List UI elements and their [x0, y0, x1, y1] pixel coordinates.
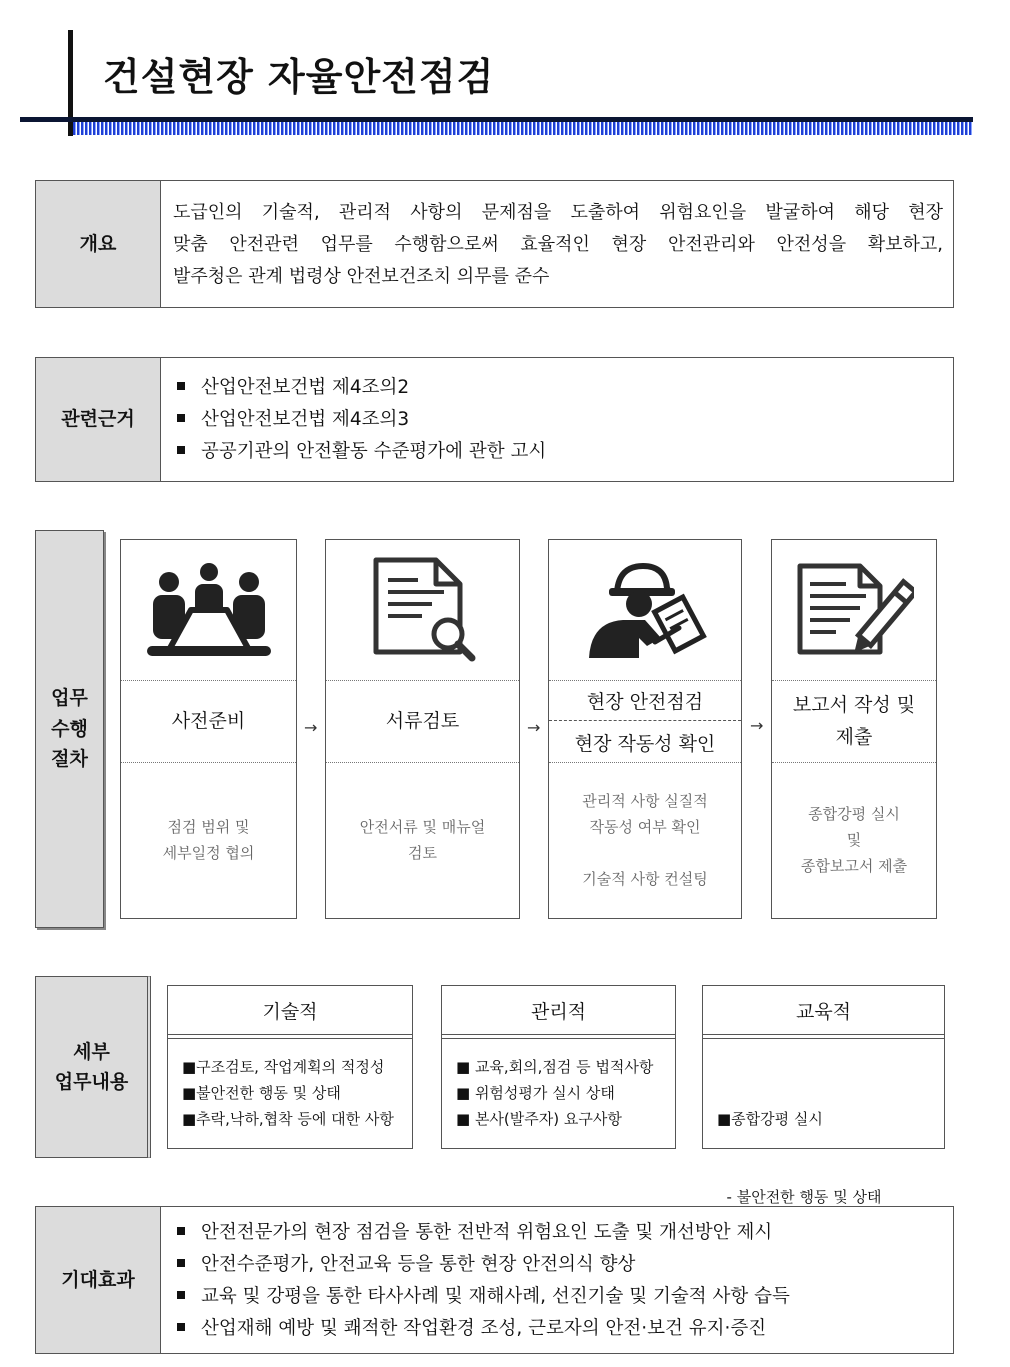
- details-item: ■종합강평 실시: [717, 1110, 823, 1128]
- step-description: 종합강평 실시 및 종합보고서 제출: [800, 805, 908, 875]
- step-name: 보고서 작성 및 제출: [792, 694, 916, 748]
- procedure-step-document-review: [325, 539, 520, 919]
- details-item: ■추락,낙하,협착 등에 대한 사항: [182, 1110, 394, 1128]
- details-column-technical: [167, 985, 413, 1149]
- overview-line: 도급인의 기술적, 관리적 사항의 문제점을 도출하여 위험요인을 발굴하여 해당 현장: [173, 202, 943, 223]
- effects-item: 교육 및 강평을 통한 타사사례 및 재해사례, 선진기술 및 기술적 사항 습득: [177, 1281, 790, 1313]
- procedure-step-report: [771, 539, 937, 919]
- step-inner-divider: [549, 720, 741, 721]
- details-column-managerial: [441, 985, 676, 1149]
- details-column-educational: [702, 985, 945, 1206]
- procedure-step-site-inspection: [548, 539, 742, 919]
- step-name: 사전준비: [171, 710, 246, 732]
- details-item: ■ 본사(발주자) 요구사항: [456, 1110, 622, 1128]
- page-title: 건설현장 자율안전점검: [103, 55, 495, 99]
- details-item: ■ 위험성평가 실시 상태: [456, 1084, 615, 1102]
- step-name-top: 현장 안전점검: [586, 690, 704, 713]
- procedure-step-preparation: [120, 539, 297, 919]
- overview-label: 개요: [35, 180, 161, 308]
- procedure-label: [35, 530, 104, 928]
- title-gradient-strip: [73, 122, 973, 135]
- bullet-square-icon: [177, 446, 185, 454]
- basis-box: [160, 357, 954, 482]
- details-column-title: 교육적: [795, 1000, 852, 1023]
- details-column-title: 관리적: [530, 1000, 587, 1023]
- document-search-icon: [326, 540, 519, 680]
- bullet-square-icon: [177, 1323, 185, 1331]
- effects-item: 안전수준평가, 안전교육 등을 통한 현장 안전의식 향상: [177, 1249, 790, 1281]
- step-arrow-icon: →: [750, 716, 764, 735]
- effects-label: 기대효과: [35, 1206, 161, 1354]
- overview-box: [160, 180, 954, 308]
- procedure-label-line: 업무: [51, 687, 88, 710]
- overview-text: [173, 197, 943, 293]
- step-description: 관리적 사항 실질적 작동성 여부 확인 기술적 사항 컨설팅: [582, 792, 708, 888]
- bullet-square-icon: [177, 414, 185, 422]
- overview-line: 발주청은 관계 법령상 안전보건조치 의무를 준수: [173, 266, 550, 287]
- step-name: 서류검토: [385, 710, 460, 732]
- step-description: 점검 범위 및 세부일정 협의: [162, 818, 255, 862]
- step-arrow-icon: →: [304, 718, 318, 737]
- bullet-square-icon: [177, 1291, 185, 1299]
- step-description: 안전서류 및 매뉴얼 검토: [359, 818, 486, 862]
- details-item: - 불안전한 행동 및 상태: [717, 1188, 882, 1206]
- safety-inspector-icon: [549, 540, 741, 680]
- effects-box: [160, 1206, 954, 1354]
- bullet-square-icon: [177, 1227, 185, 1235]
- details-label-line: 세부: [73, 1040, 110, 1063]
- details-column-list: [182, 1054, 406, 1132]
- details-item: ■ 교육,회의,점검 등 법적사항: [456, 1058, 654, 1076]
- overview-line: 맞춤 안전관련 업무를 수행함으로써 효율적인 현장 안전관리와 안전성을 확보하고,: [173, 234, 943, 255]
- procedure-label-line: 절차: [51, 748, 88, 771]
- details-column-divider: [168, 1034, 412, 1039]
- details-label: [35, 976, 151, 1158]
- meeting-icon: [121, 540, 296, 680]
- effects-item: 안전전문가의 현장 점검을 통한 전반적 위험요인 도출 및 개선방안 제시: [177, 1217, 790, 1249]
- basis-list: [177, 372, 546, 468]
- details-label-line: 업무내용: [54, 1071, 129, 1093]
- basis-item: 산업안전보건법 제4조의3: [177, 404, 546, 436]
- details-item: ■구조검토, 작업계획의 적정성: [182, 1058, 385, 1076]
- details-column-divider: [442, 1034, 675, 1039]
- basis-item: 공공기관의 안전활동 수준평가에 관한 고시: [177, 436, 546, 468]
- bullet-square-icon: [177, 1259, 185, 1267]
- basis-label: 관련근거: [35, 357, 161, 482]
- effects-item: 산업재해 예방 및 쾌적한 작업환경 조성, 근로자의 안전·보건 유지·증진: [177, 1313, 790, 1345]
- report-writing-icon: [772, 540, 936, 680]
- step-arrow-icon: →: [527, 718, 541, 737]
- effects-list: [177, 1217, 790, 1345]
- bullet-square-icon: [177, 382, 185, 390]
- basis-item: 산업안전보건법 제4조의2: [177, 372, 546, 404]
- details-column-list: [456, 1054, 669, 1132]
- details-column-title: 기술적: [262, 1000, 318, 1023]
- step-name-bottom: 현장 작동성 확인: [574, 732, 716, 755]
- procedure-label-line: 수행: [51, 717, 88, 740]
- details-item: ■불안전한 행동 및 상태: [182, 1084, 341, 1102]
- details-column-divider: [703, 1034, 944, 1039]
